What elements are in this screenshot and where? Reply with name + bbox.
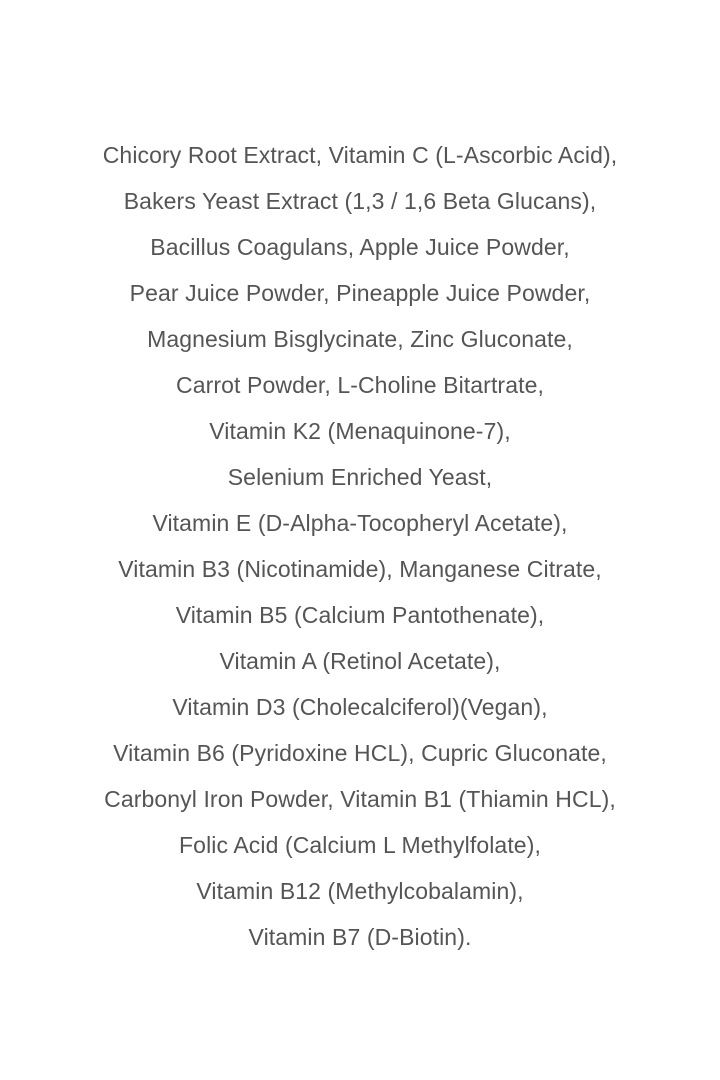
ingredient-line: Vitamin B7 (D-Biotin).	[248, 924, 472, 950]
ingredient-line: Magnesium Bisglycinate, Zinc Gluconate,	[147, 326, 573, 352]
ingredients-list	[0, 132, 720, 960]
ingredient-line: Vitamin K2 (Menaquinone-7),	[209, 418, 511, 444]
ingredient-line: Folic Acid (Calcium L Methylfolate),	[179, 832, 541, 858]
ingredient-line: Carrot Powder, L-Choline Bitartrate,	[176, 372, 544, 398]
ingredient-line: Carbonyl Iron Powder, Vitamin B1 (Thiamin HCL),	[104, 786, 616, 812]
ingredient-line: Vitamin D3 (Cholecalciferol)(Vegan),	[172, 694, 548, 720]
ingredient-line: Vitamin B6 (Pyridoxine HCL), Cupric Gluconate,	[113, 740, 607, 766]
ingredient-line: Vitamin E (D-Alpha-Tocopheryl Acetate),	[152, 510, 568, 536]
ingredient-line: Pear Juice Powder, Pineapple Juice Powder,	[129, 280, 591, 306]
ingredient-line: Bacillus Coagulans, Apple Juice Powder,	[150, 234, 570, 260]
ingredient-line: Bakers Yeast Extract (1,3 / 1,6 Beta Glucans),	[123, 188, 597, 214]
ingredient-line: Vitamin B3 (Nicotinamide), Manganese Citrate,	[118, 556, 602, 582]
ingredient-line: Vitamin A (Retinol Acetate),	[219, 648, 501, 674]
ingredient-line: Vitamin B5 (Calcium Pantothenate),	[175, 602, 545, 628]
ingredient-line: Chicory Root Extract, Vitamin C (L-Ascorbic Acid),	[102, 142, 618, 168]
ingredient-line: Selenium Enriched Yeast,	[227, 464, 493, 490]
ingredient-line: Vitamin B12 (Methylcobalamin),	[196, 878, 524, 904]
